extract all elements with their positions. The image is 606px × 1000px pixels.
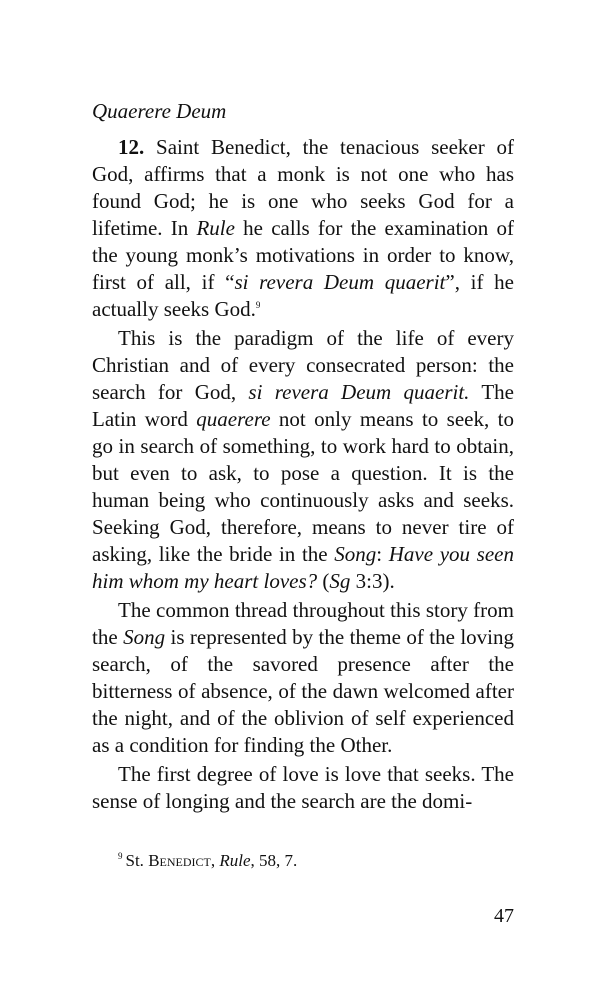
italic-run: Song <box>334 542 377 566</box>
italic-run: si revera Deum quaerit. <box>248 380 470 404</box>
paragraph-common-thread <box>92 597 514 759</box>
text-run: The Latin word <box>92 380 514 431</box>
paragraph-12 <box>92 134 514 323</box>
italic-run: Sg <box>329 569 351 593</box>
page-body <box>92 96 514 817</box>
paragraph-paradigm <box>92 325 514 595</box>
text-run: ( <box>317 569 330 593</box>
italic-run: quaerere <box>196 407 271 431</box>
text-run: The common thread throughout this story from the <box>92 598 514 649</box>
text-run: not only means to seek, to go in search of something, to work hard to obtain, but even to ask, to pose a question. It is the human being who continuously asks and seeks. Seeking God, therefore, means to never tire of asking, like the bride in the <box>92 407 514 566</box>
text-run: Saint Benedict, the tenacious seeker of God, affirms that a monk is not one who has found God; he is one who seeks God for a lifetime. In <box>92 135 514 240</box>
italic-run: si revera Deum quaerit <box>234 270 446 294</box>
text-run: ”, if he actually seeks God. <box>92 270 514 321</box>
text-run: 3:3). <box>350 569 395 593</box>
footnote-reference-location: , 58, 7. <box>250 851 298 870</box>
italic-run: Song <box>123 625 166 649</box>
italic-run: Rule <box>196 216 235 240</box>
paragraph-first-degree <box>92 761 514 815</box>
text-run: : <box>376 542 389 566</box>
footnote-separator: , <box>210 851 220 870</box>
footnote-reference: 9 <box>255 300 261 310</box>
footnote-author-prefix: St. <box>125 851 149 870</box>
paragraph-number: 12. <box>118 135 145 159</box>
text-run: The first degree of love is love that seeks. The sense of longing and the search are the domi- <box>92 762 514 813</box>
footnote-author-name: Benedict <box>148 851 211 870</box>
footnote-marker: 9 <box>118 851 123 862</box>
text-run: This is the paradigm of the life of every Christian and of every consecrated person: the search for God, <box>92 326 514 404</box>
italic-run: Have you seen him whom my heart loves? <box>92 542 514 593</box>
footnote-work: Rule <box>219 851 251 870</box>
footnote <box>118 850 297 872</box>
section-title: Quaerere Deum <box>92 99 227 123</box>
text-run: is represented by the theme of the loving search, of the savored presence after the bitterness of absence, of the dawn welcomed after the night, and of the oblivion of self experienced as a condition for finding the Other. <box>92 625 514 757</box>
page-number: 47 <box>494 905 514 927</box>
text-run: he calls for the examination of the young monk’s motivations in order to know, first of all, if “ <box>92 216 514 294</box>
